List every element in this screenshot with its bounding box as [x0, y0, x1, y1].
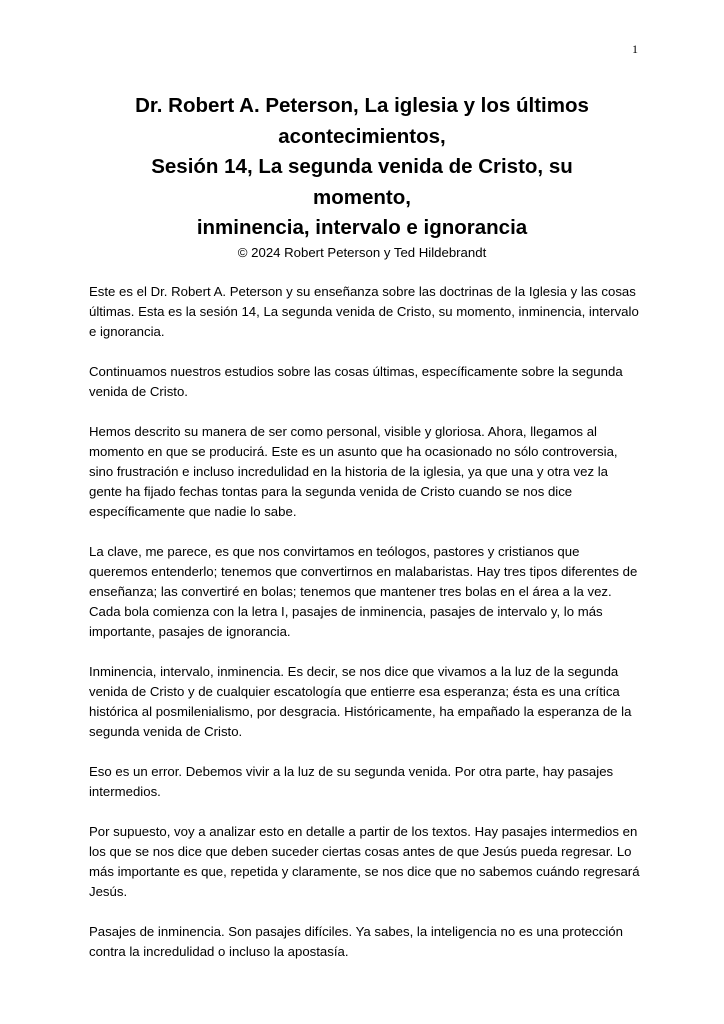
copyright-notice: © 2024 Robert Peterson y Ted Hildebrandt — [237, 245, 487, 260]
paragraph: Eso es un error. Debemos vivir a la luz de su segunda venida. Por otra parte, hay pasajes intermedios. — [89, 764, 614, 799]
document-body — [89, 282, 641, 982]
paragraph: Este es el Dr. Robert A. Peterson y su enseñanza sobre las doctrinas de la Iglesia y las cosas últimas. Esta es la sesión 14, La segunda venida de Cristo, su momento, inminencia, intervalo e ignorancia. — [89, 284, 639, 339]
document-title — [88, 91, 636, 244]
title-line: momento, — [313, 185, 411, 209]
title-line: Sesión 14, La segunda venida de Cristo, su — [151, 155, 573, 178]
page-number: 1 — [632, 42, 638, 56]
paragraph: Hemos descrito su manera de ser como personal, visible y gloriosa. Ahora, llegamos al momento en que se producirá. Este es un asunto que ha ocasionado no sólo controversia, sino frustración e incluso incredulidad en la historia de la iglesia, ya que una y otra vez la gente ha fijado fechas tontas para la segunda venida de Cristo cuando se nos dice específicamente que nadie lo sabe. — [89, 424, 618, 519]
title-line: acontecimientos, — [278, 124, 446, 148]
paragraph: La clave, me parece, es que nos convirtamos en teólogos, pastores y cristianos que queremos entenderlo; tenemos que convertirnos en malabaristas. Hay tres tipos diferentes de enseñanza; las convertiré en bolas; tenemos que mantener tres bolas en el área a la vez. Cada bola comienza con la letra I, pasajes de inminencia, pasajes de intervalo y, lo más importante, pasajes de ignorancia. — [89, 544, 638, 639]
paragraph: Inminencia, intervalo, inminencia. Es decir, se nos dice que vivamos a la luz de la segunda venida de Cristo y de cualquier escatología que entierre esa esperanza; ésta es una crítica histórica al posmilenialismo, por desgracia. Históricamente, ha empañado la esperanza de la segunda venida de Cristo. — [89, 664, 632, 739]
paragraph: Continuamos nuestros estudios sobre las cosas últimas, específicamente sobre la segunda venida de Cristo. — [89, 364, 623, 399]
paragraph: Por supuesto, voy a analizar esto en detalle a partir de los textos. Hay pasajes intermedios en los que se nos dice que deben suceder ciertas cosas antes de que Jesús pueda regresar. Lo más importante es que, repetida y claramente, se nos dice que no sabemos cuándo regresará Jesús. — [89, 824, 640, 899]
title-line: Dr. Robert A. Peterson, La iglesia y los últimos — [135, 94, 589, 117]
title-line: inminencia, intervalo e ignorancia — [196, 216, 528, 239]
paragraph: Pasajes de inminencia. Son pasajes difíciles. Ya sabes, la inteligencia no es una protección contra la incredulidad o incluso la apostasía. — [89, 924, 623, 959]
